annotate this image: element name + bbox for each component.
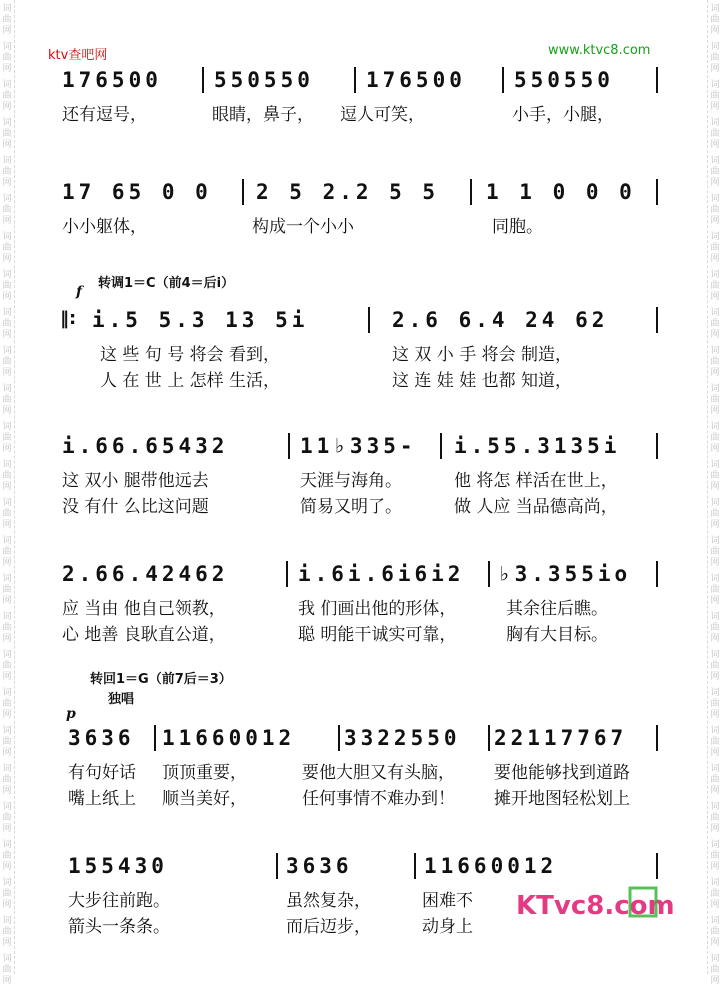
lyric: 困难不 [422, 891, 473, 911]
side-watermark-text: 词曲网 [710, 42, 720, 74]
right-watermark-strip [707, 0, 722, 986]
side-watermark-text: 词曲网 [710, 80, 720, 112]
lyric: 有句好话 [68, 763, 136, 783]
barline [414, 853, 416, 879]
barline [368, 307, 370, 333]
measure: 2 5 2.2 5 5 [256, 180, 440, 204]
side-watermark-text: 词曲网 [2, 498, 12, 530]
lyric: 构成一个小小 [252, 217, 354, 237]
side-watermark-text: 词曲网 [710, 688, 720, 720]
side-watermark-text: 词曲网 [710, 650, 720, 682]
measure: 22117767 [494, 726, 628, 750]
measure: 176500 [366, 68, 466, 92]
lyric: 简易又明了。 [300, 497, 402, 517]
side-watermark-text: 词曲网 [2, 346, 12, 378]
side-watermark-text: 词曲网 [710, 308, 720, 340]
side-watermark-text: 词曲网 [2, 878, 12, 910]
lyric: 聪 明能干诚实可靠， [298, 625, 457, 645]
side-watermark-text: 词曲网 [2, 156, 12, 188]
side-watermark-text: 词曲网 [710, 232, 720, 264]
side-watermark-text: 词曲网 [2, 764, 12, 796]
dynamic-marking: f [76, 284, 83, 300]
key-change-header: 转调1＝C（前4＝后i） [98, 276, 235, 291]
barline [656, 307, 658, 333]
lyric: 逗人可笑， [340, 105, 425, 125]
lyric: 眼睛，鼻子， [212, 105, 314, 125]
side-watermark-text: 词曲网 [710, 802, 720, 834]
side-watermark-text: 词曲网 [2, 688, 12, 720]
measure: 3636 [68, 726, 135, 750]
lyric: 我 们画出他的形体， [298, 599, 457, 619]
side-watermark-text: 词曲网 [2, 118, 12, 150]
measure: i.6i.6i6i2 [298, 562, 465, 586]
lyric: 心 地善 良耿直公道， [62, 625, 226, 645]
barline [286, 561, 288, 587]
watermark-left: ktv查吧网 [48, 48, 108, 63]
side-watermark-text: 词曲网 [710, 612, 720, 644]
side-watermark-text: 词曲网 [2, 232, 12, 264]
side-watermark-text: 词曲网 [2, 4, 12, 36]
barline [440, 433, 442, 459]
measure: 17 65 0 0 [62, 180, 212, 204]
side-watermark-text: 词曲网 [2, 954, 12, 986]
measure: 11660012 [162, 726, 296, 750]
measure: 2.66.42462 [62, 562, 229, 586]
side-watermark-text: 词曲网 [710, 460, 720, 492]
lyric: 要他能够找到道路 [494, 763, 630, 783]
lyric: 人 在 世 上 怎样 生活， [100, 371, 281, 391]
side-watermark-text: 词曲网 [710, 156, 720, 188]
lyric: 小小躯体， [62, 217, 147, 237]
measure: 2.6 6.4 24 62 [392, 308, 609, 332]
side-watermark-text: 词曲网 [2, 422, 12, 454]
side-watermark-text: 词曲网 [710, 422, 720, 454]
lyric: 应 当由 他自己领教， [62, 599, 226, 619]
side-watermark-text: 词曲网 [710, 574, 720, 606]
side-watermark-text: 词曲网 [2, 840, 12, 872]
lyric: 虽然复杂， [286, 891, 371, 911]
side-watermark-text: 词曲网 [710, 764, 720, 796]
measure: i.5 5.3 13 5i [92, 308, 309, 332]
side-watermark-text: 词曲网 [2, 270, 12, 302]
barline [488, 725, 490, 751]
side-watermark-text: 词曲网 [710, 4, 720, 36]
measure: 550550 [214, 68, 314, 92]
side-watermark-text: 词曲网 [710, 118, 720, 150]
side-watermark-text: 词曲网 [710, 384, 720, 416]
barline [656, 561, 658, 587]
lyric: 顶顶重要， [162, 763, 247, 783]
lyric: 这 连 娃 娃 也都 知道， [392, 371, 573, 391]
lyric: 天涯与海角。 [300, 471, 402, 491]
side-watermark-text: 词曲网 [710, 498, 720, 530]
side-watermark-text: 词曲网 [710, 536, 720, 568]
barline [338, 725, 340, 751]
watermark-logo-text: KTvc8.com [516, 891, 675, 921]
barline [656, 725, 658, 751]
side-watermark-text: 词曲网 [2, 42, 12, 74]
barline [502, 67, 504, 93]
side-watermark-text: 词曲网 [2, 460, 12, 492]
side-watermark-text: 词曲网 [2, 574, 12, 606]
barline [656, 179, 658, 205]
lyric: 没 有什 么比这问题 [62, 497, 209, 517]
side-watermark-text: 词曲网 [2, 308, 12, 340]
measure: 3322550 [344, 726, 461, 750]
solo-label: 独唱 [108, 692, 135, 707]
lyric: 而后迈步， [286, 917, 371, 937]
side-watermark-text: 词曲网 [710, 954, 720, 986]
lyric: 他 将怎 样活在世上， [454, 471, 618, 491]
side-watermark-text: 词曲网 [710, 878, 720, 910]
side-watermark-text: 词曲网 [710, 194, 720, 226]
measure: ♭3.355io [498, 562, 632, 586]
side-watermark-text: 词曲网 [2, 650, 12, 682]
lyric: 要他大胆又有头脑， [302, 763, 455, 783]
lyric: 顺当美好， [162, 789, 247, 809]
measure: 176500 [62, 68, 162, 92]
watermark-logo [500, 880, 680, 940]
lyric: 胸有大目标。 [506, 625, 608, 645]
side-watermark-text: 词曲网 [2, 612, 12, 644]
measure: 3636 [286, 854, 353, 878]
barline [656, 67, 658, 93]
side-watermark-text: 词曲网 [2, 726, 12, 758]
lyric: 这 双 小 手 将会 制造， [392, 345, 573, 365]
measure: 550550 [514, 68, 614, 92]
barline [242, 179, 244, 205]
side-watermark-text: 词曲网 [710, 726, 720, 758]
lyric: 同胞。 [492, 217, 543, 237]
lyric: 这 些 句 号 将会 看到， [100, 345, 281, 365]
side-watermark-text: 词曲网 [2, 194, 12, 226]
lyric: 嘴上纸上 [68, 789, 136, 809]
lyric: 箭头一条条。 [68, 917, 170, 937]
side-watermark-text: 词曲网 [2, 802, 12, 834]
measure: i.66.65432 [62, 434, 229, 458]
side-watermark-text: 词曲网 [710, 916, 720, 948]
barline [276, 853, 278, 879]
lyric: 其余往后瞧。 [506, 599, 608, 619]
key-change-header: 转回1＝G（前7后＝3） [90, 672, 232, 687]
barline [154, 725, 156, 751]
measure: 11♭335- [300, 434, 417, 458]
measure: i.55.3135i [454, 434, 621, 458]
side-watermark-text: 词曲网 [710, 346, 720, 378]
barline [470, 179, 472, 205]
repeat-sign: ‖: [60, 308, 77, 329]
side-watermark-text: 词曲网 [2, 80, 12, 112]
left-watermark-strip [0, 0, 15, 986]
measure: 1 1 0 0 0 [486, 180, 636, 204]
lyric: 还有逗号， [62, 105, 147, 125]
dynamic-marking: p [66, 706, 76, 722]
barline [488, 561, 490, 587]
barline [656, 433, 658, 459]
side-watermark-text: 词曲网 [2, 916, 12, 948]
barline [288, 433, 290, 459]
lyric: 动身上 [422, 917, 473, 937]
barline [354, 67, 356, 93]
measure: 155430 [68, 854, 168, 878]
watermark-right: www.ktvc8.com [548, 43, 651, 58]
barline [656, 853, 658, 879]
side-watermark-text: 词曲网 [710, 270, 720, 302]
lyric: 摊开地图轻松划上 [494, 789, 630, 809]
side-watermark-text: 词曲网 [710, 840, 720, 872]
barline [202, 67, 204, 93]
lyric: 任何事情不难办到！ [302, 789, 455, 809]
lyric: 做 人应 当品德高尚， [454, 497, 618, 517]
measure: 11660012 [424, 854, 558, 878]
lyric: 这 双小 腿带他远去 [62, 471, 209, 491]
side-watermark-text: 词曲网 [2, 536, 12, 568]
lyric: 大步往前跑。 [68, 891, 170, 911]
side-watermark-text: 词曲网 [2, 384, 12, 416]
lyric: 小手，小腿， [512, 105, 614, 125]
